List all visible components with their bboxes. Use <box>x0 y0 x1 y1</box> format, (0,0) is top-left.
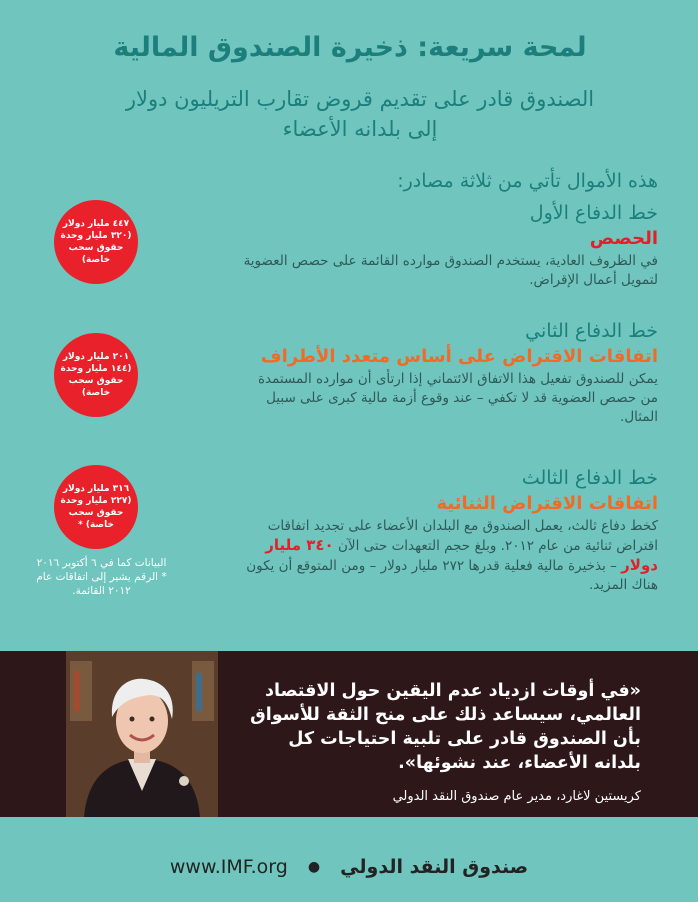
portrait-photo <box>66 651 218 817</box>
quote-text: «في أوقات ازدياد عدم اليقين حول الاقتصاد العالمي، سيساعد ذلك على منح الثقة للأسواق بأن الصندوق قادر على تلبية احتياجات كل بلدانه الأعضاء، عند نشوئها». <box>250 681 641 773</box>
defense-line-2-body: يمكن للصندوق تفعيل هذا الاتفاق الائتماني إذا ارتأى أن موارده المستمدة من حصص العضوية قد لا تكفي – عند وقوع أزمة مالية كبرى على سبيل المثال. <box>257 371 658 425</box>
defense-line-3-body <box>243 517 658 595</box>
data-footnote: البيانات كما في ٦ أكتوبر ٢٠١٦ * الرقم يشير إلى اتفاقات عام ٢٠١٢ القائمة. <box>36 557 167 597</box>
sources-intro: هذه الأموال تأتي من ثلاثة مصادر: <box>397 170 658 192</box>
footer-org-name: صندوق النقد الدولي <box>340 855 529 878</box>
separator-dot-icon: ● <box>307 858 321 875</box>
quote-attribution: كريستين لاغارد، مدير عام صندوق النقد الدولي <box>392 789 641 804</box>
footer-url-link[interactable]: www.IMF.org <box>169 855 288 878</box>
page-subtitle: الصندوق قادر على تقديم قروض تقارب التريليون دولار إلى بلدانه الأعضاء <box>125 87 595 141</box>
nab-amount-badge: ٢٠١ مليار دولار (١٤٤ مليار وحدة حقوق سحب خاصة) <box>54 333 138 417</box>
defense-line-2-heading: خط الدفاع الثاني <box>525 320 658 342</box>
defense-line-2-title: اتفاقات الاقتراض على أساس متعدد الأطراف <box>260 346 658 367</box>
defense-line-1-title: الحصص <box>589 228 658 249</box>
quota-amount-badge: ٤٤٧ مليار دولار (٣٢٠ مليار وحدة حقوق سحب خاصة) <box>54 200 138 284</box>
defense-line-3-heading: خط الدفاع الثالث <box>521 467 658 489</box>
bilateral-amount-badge: ٣١٦ مليار دولار (٢٢٧ مليار وحدة حقوق سحب خاصة) * <box>54 465 138 549</box>
defense-line-1-body: في الظروف العادية، يستخدم الصندوق موارده القائمة على حصص العضوية لتمويل أعمال الإقراض. <box>243 253 658 288</box>
defense-line-2 <box>243 318 658 427</box>
defense-line-3 <box>243 465 658 595</box>
page-title: لمحة سريعة: ذخيرة الصندوق المالية <box>113 32 587 63</box>
portrait-illustration <box>66 651 218 817</box>
footer <box>0 855 698 878</box>
defense-line-3-body-start: كخط دفاع ثالث، يعمل الصندوق مع البلدان الأعضاء على تجديد اتفاقات اقتراض ثنائية من عام ٢٠١٢. وبلغ حجم التعهدات حتى الآن <box>267 518 658 554</box>
defense-line-3-highlight: ٣٤٠ مليار دولار <box>265 536 658 574</box>
defense-line-3-title: اتفاقات الاقتراض الثنائية <box>436 493 658 514</box>
quote-band <box>0 651 698 817</box>
defense-line-1 <box>243 200 658 290</box>
defense-line-3-body-end: – بذخيرة مالية فعلية قدرها ٢٧٢ مليار دولار – ومن المتوقع أن يكون هناك المزيد. <box>246 558 658 593</box>
defense-line-1-heading: خط الدفاع الأول <box>529 202 658 224</box>
